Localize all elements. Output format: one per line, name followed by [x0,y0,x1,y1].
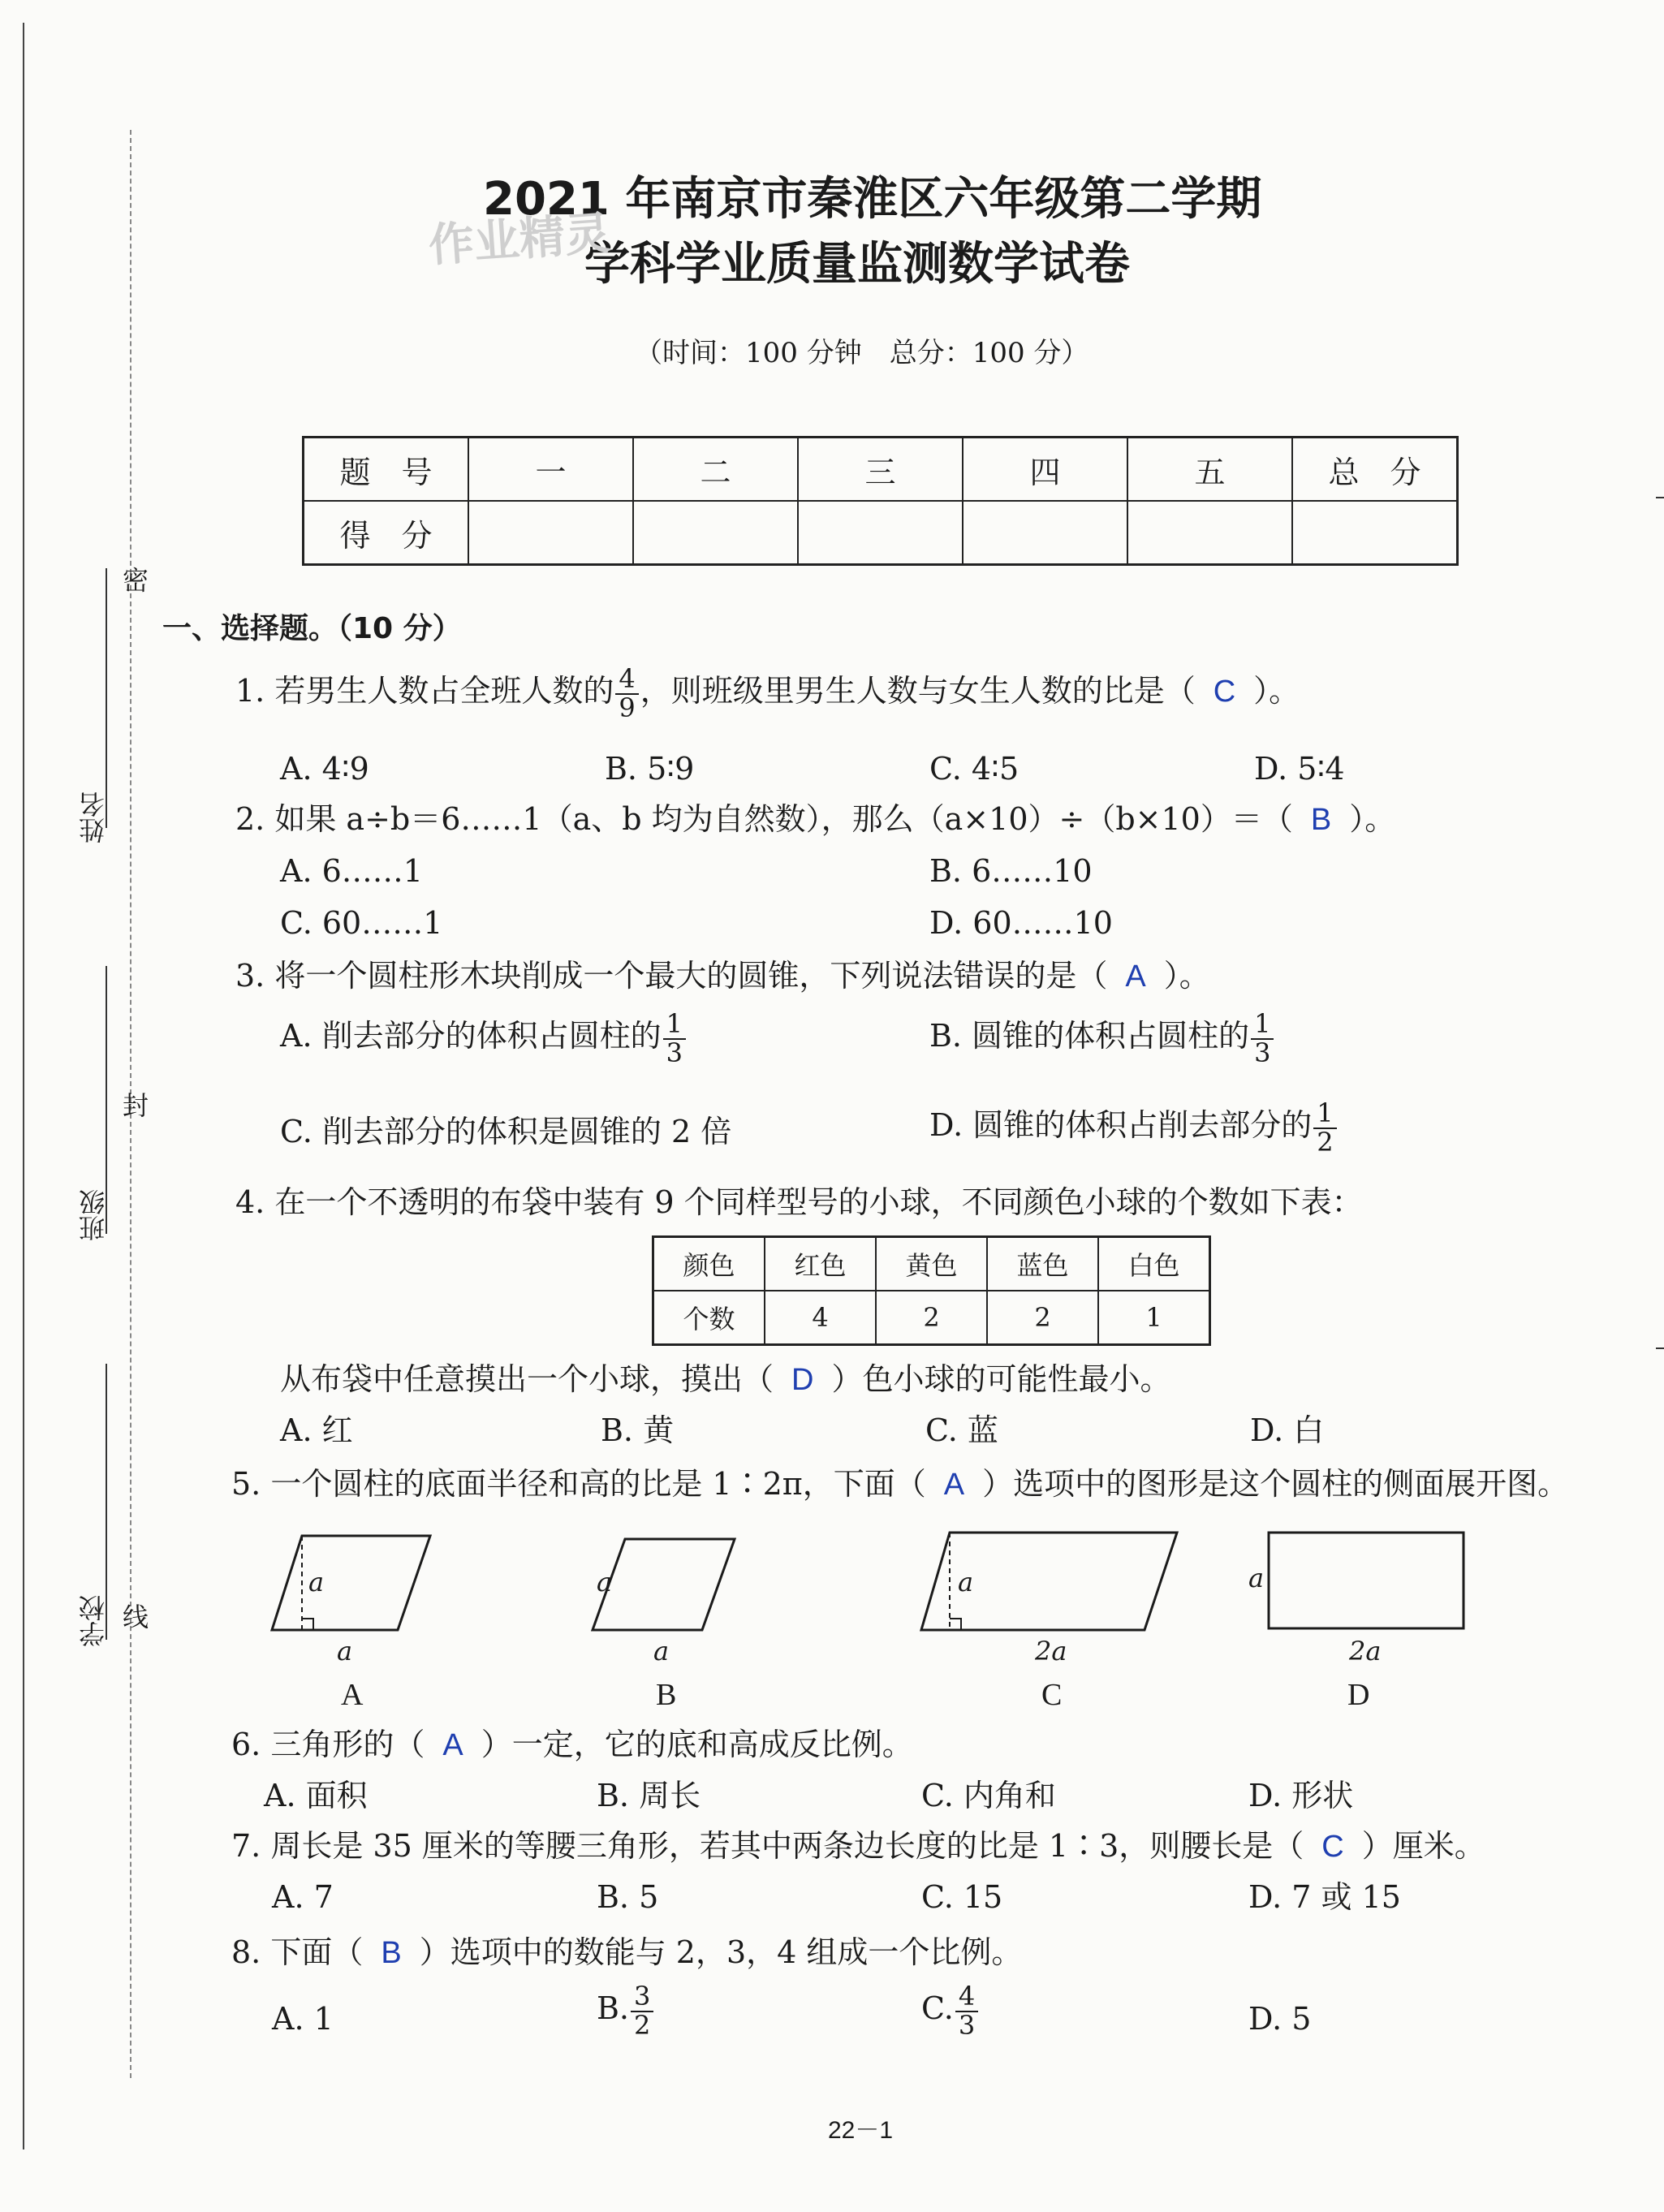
page-number: 22－1 [828,2117,894,2144]
q8-text-post: ）选项中的数能与 2，3，4 组成一个比例。 [419,1934,1023,1970]
q6-text-post: ）一定，它的底和高成反比例。 [481,1727,913,1762]
q8-option-b [597,1983,655,2039]
q6-stem [231,1729,913,1761]
q8-option-b-fraction [631,1983,653,2039]
ball-table-header-cell: 颜色 [653,1237,765,1291]
q2-text-end: ）。 [1349,801,1396,837]
q2-text: 2. 如果 a÷b＝6……1（a、b 均为自然数），那么（a×10）÷（b×10）＝（ [235,801,1293,837]
q5-figure-a-parallelogram [272,1536,430,1630]
q1-answer: C [1213,675,1236,709]
q8-answer: B [381,1936,402,1970]
name-field-line [106,568,107,828]
q2-option-a: A. 6……1 [280,853,423,889]
q5-figure-b-base-label: a [653,1636,670,1667]
q3-option-d-den: 2 [1317,1126,1334,1158]
class-label: 班级 [78,1189,109,1241]
q3-option-b-num: 1 [1251,1011,1274,1040]
q6-option-d: D. 形状 [1248,1778,1354,1813]
q5-figures [0,1510,1664,1721]
q7-text-pre: 7. 周长是 35 厘米的等腰三角形，若其中两条边长度的比是 1∶3，则腰长是（ [231,1828,1304,1864]
ball-table-header-cell: 黄色 [876,1237,987,1291]
q1-option-b: B. 5∶9 [605,751,695,787]
seal-label-mi: 密 [119,567,149,593]
score-header-cell: 三 [798,438,963,502]
ball-table-cell: 4 [765,1291,876,1345]
seal-label-xian: 线 [119,1603,149,1629]
q6-option-c: C. 内角和 [921,1778,1056,1813]
exam-title-line1: 2021 年南京市秦淮区六年级第二学期 [483,173,1262,226]
q8-option-b-den: 2 [634,2009,651,2041]
q5-stem [231,1468,1568,1500]
q8-text-pre: 8. 下面（ [231,1934,364,1970]
score-cell[interactable] [798,501,963,565]
q3-option-b-text: B. 圆锥的体积占圆柱的 [929,1018,1250,1054]
q2-option-b: B. 6……10 [929,853,1093,889]
right-edge-mark-1 [1656,497,1664,498]
q5-figure-c-base-label: 2a [1035,1636,1067,1667]
score-header-cell: 二 [633,438,798,502]
q3-option-a-num: 1 [663,1011,686,1040]
q7-option-a: A. 7 [272,1879,334,1915]
q3-answer: A [1125,959,1146,994]
q7-stem [231,1830,1485,1862]
q1-frac-num: 4 [615,666,638,695]
ball-table-cell: 个数 [653,1291,765,1345]
ball-table-header-row [653,1237,1210,1291]
q7-answer: C [1321,1830,1344,1864]
score-cell[interactable] [1127,501,1292,565]
name-label: 姓名 [78,791,109,843]
q8-option-a: A. 1 [272,2001,334,2037]
ball-table-header-cell: 蓝色 [987,1237,1098,1291]
watermark-text: 作业精灵 [426,207,612,273]
q3-option-b-den: 3 [1254,1037,1271,1068]
q3-text-end: ）。 [1163,958,1210,994]
q5-option-b-label: B [656,1678,677,1712]
q3-text: 3. 将一个圆柱形木块削成一个最大的圆锥，下列说法错误的是（ [235,958,1108,994]
q1-option-d: D. 5∶4 [1254,751,1345,787]
q2-stem [235,801,1396,837]
q5-option-d-label: D [1347,1678,1370,1712]
score-cell[interactable] [633,501,798,565]
q3-option-a-den: 3 [666,1037,683,1068]
q2-option-c: C. 60……1 [280,905,443,941]
q4-option-b: B. 黄 [601,1412,675,1448]
q5-figure-d-base-label: 2a [1349,1636,1382,1667]
q7-option-b: B. 5 [597,1879,659,1915]
score-table-header-row [304,438,1458,502]
q8-option-c-text: C. [921,1990,954,2027]
q4-option-c: C. 蓝 [925,1412,998,1448]
q1-option-a: A. 4∶9 [280,751,369,787]
q3-option-d-num: 1 [1313,1100,1336,1129]
q1-frac-den: 9 [619,692,636,723]
score-header-cell: 五 [1127,438,1292,502]
score-header-cell: 题 号 [304,438,469,502]
score-table [302,436,1459,566]
q6-option-a: A. 面积 [264,1778,368,1813]
q4-question-post: ）色小球的可能性最小。 [831,1361,1171,1397]
exam-title-line2: 学科学业质量监测数学试卷 [584,238,1130,291]
q5-figure-b-side-label: a [597,1567,613,1598]
q1-option-c: C. 4∶5 [929,751,1020,787]
q6-option-b: B. 周长 [597,1778,701,1813]
q8-option-b-num: 3 [631,1983,653,2012]
ball-color-table [652,1235,1211,1346]
q8-option-c-num: 4 [955,1983,978,2012]
score-header-cell: 总 分 [1292,438,1458,502]
q4-question-pre: 从布袋中任意摸出一个小球，摸出（ [280,1361,774,1397]
q3-option-b [929,1008,1275,1068]
section-1-heading: 一、选择题。（10 分） [162,612,462,645]
q3-option-a [280,1008,688,1068]
exam-subtitle: （时间：100 分钟 总分：100 分） [635,337,1089,369]
q3-stem [235,960,1210,992]
q4-option-d: D. 白 [1250,1412,1325,1448]
q5-figure-a-base-label: a [337,1636,353,1667]
score-header-cell: 一 [468,438,633,502]
q5-figure-a-height-label: a [308,1567,325,1598]
q8-option-d: D. 5 [1248,2001,1312,2037]
score-cell[interactable] [468,501,633,565]
q3-option-d-text: D. 圆锥的体积占削去部分的 [929,1107,1313,1144]
q6-text-pre: 6. 三角形的（ [231,1727,425,1762]
page-left-edge-line [23,23,24,2149]
score-cell[interactable] [963,501,1127,565]
q1-text-pre: 1. 若男生人数占全班人数的 [235,673,614,709]
q8-option-c [921,1983,980,2039]
ball-table-header-cell: 白色 [1098,1237,1210,1291]
q1-fraction [615,663,638,723]
q1-text-post: ，则班级里男生人数与女生人数的比是（ [640,673,1196,709]
q5-figure-b-rhombus [593,1539,735,1630]
q1-text-end: ）。 [1253,673,1300,709]
q5-option-a-label: A [341,1678,364,1712]
q4-answer: D [791,1363,814,1397]
q5-figure-d-rectangle [1269,1533,1464,1628]
q4-stem: 4. 在一个不透明的布袋中装有 9 个同样型号的小球，不同颜色小球的个数如下表： [235,1184,1363,1220]
ball-table-count-row [653,1291,1210,1345]
q5-figure-c-right-angle [950,1619,961,1630]
score-table-score-row [304,501,1458,565]
score-header-cell: 四 [963,438,1127,502]
score-row-label: 得 分 [304,501,469,565]
score-cell[interactable] [1292,501,1458,565]
q4-option-a: A. 红 [280,1412,353,1448]
q8-option-c-fraction [955,1983,978,2039]
right-edge-mark-2 [1656,1347,1664,1349]
school-label: 学校 [78,1595,109,1647]
q8-option-c-den: 3 [958,2009,976,2041]
q3-option-d [929,1097,1339,1158]
q7-text-post: ）厘米。 [1361,1828,1485,1864]
q6-answer: A [442,1728,463,1762]
q2-option-d: D. 60……10 [929,905,1113,941]
ball-table-cell: 2 [876,1291,987,1345]
q4-question [280,1361,1171,1397]
q5-figure-c-height-label: a [958,1567,974,1598]
q3-option-a-text: A. 削去部分的体积占圆柱的 [280,1018,662,1054]
q8-stem [231,1934,1023,1970]
q3-option-c: C. 削去部分的体积是圆锥的 2 倍 [280,1114,732,1149]
q3-option-b-fraction [1251,1008,1274,1068]
q5-option-c-label: C [1041,1678,1063,1712]
ball-table-cell: 1 [1098,1291,1210,1345]
q5-text-post: ）选项中的图形是这个圆柱的侧面展开图。 [982,1466,1569,1502]
q8-option-b-text: B. [597,1990,630,2027]
q3-option-d-fraction [1313,1097,1336,1158]
seal-label-feng: 封 [119,1092,149,1118]
q5-figure-d-height-label: a [1248,1563,1265,1593]
q2-answer: B [1310,803,1332,837]
q5-figure-a-right-angle [302,1619,313,1630]
q1-stem [235,663,1300,723]
q5-answer: A [943,1468,965,1502]
q5-text-pre: 5. 一个圆柱的底面半径和高的比是 1∶2π，下面（ [231,1466,926,1502]
q3-option-a-fraction [663,1008,686,1068]
ball-table-header-cell: 红色 [765,1237,876,1291]
ball-table-cell: 2 [987,1291,1098,1345]
q7-option-c: C. 15 [921,1879,1003,1915]
q7-option-d: D. 7 或 15 [1248,1879,1401,1915]
